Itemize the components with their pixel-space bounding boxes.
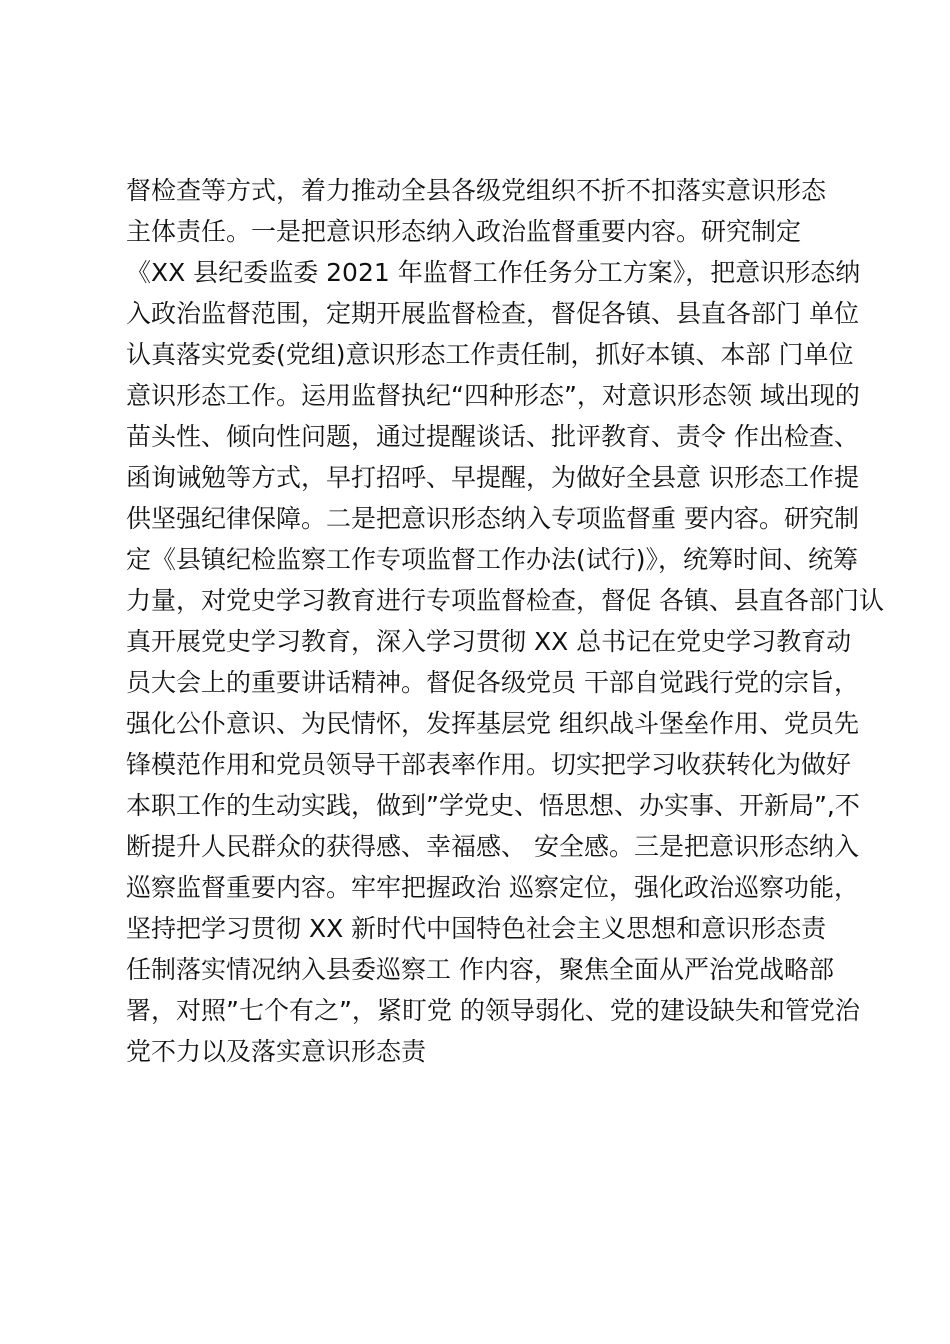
text-line-13: 员大会上的重要讲话精神。督促各级党员 干部自觉践行党的宗旨， [126,668,859,697]
text-line-2: 主体责任。一是把意识形态纳入政治监督重要内容。研究制定 [126,217,802,246]
text-line-5: 认真落实党委(党组)意识形态工作责任制，抓好本镇、本部 门单位 [126,340,854,369]
text-line-6: 意识形态工作。运用监督执纪“四种形态”，对意识形态领 域出现的 [126,381,860,410]
text-line-21: 署，对照”七个有之”，紧盯党 的领导弱化、党的建设缺失和管党治 [126,996,860,1025]
text-line-1: 督检查等方式，着力推动全县各级党组织不折不扣落实意识形态 [126,176,827,205]
text-line-14: 强化公仆意识、为民情怀，发挥基层党 组织战斗堡垒作用、党员先 [126,709,859,738]
text-line-16: 本职工作的生动实践，做到”学党史、悟思想、办实事、开新局”,不 [126,791,860,820]
text-line-20: 任制落实情况纳入县委巡察工 作内容，聚焦全面从严治党战略部 [126,955,834,984]
text-line-19: 坚持把学习贯彻 XX 新时代中国特色社会主义思想和意识形态责 [126,914,827,943]
text-line-7: 苗头性、倾向性问题，通过提醒谈话、批评教育、责令 作出检查、 [126,422,859,451]
text-line-11: 力量，对党史学习教育进行专项监督检查，督促 各镇、县直各部门认 [126,586,884,615]
text-line-4: 入政治监督范围，定期开展监督检查，督促各镇、县直各部门 单位 [126,299,859,328]
text-line-17: 断提升人民群众的获得感、幸福感、 安全感。三是把意识形态纳入 [126,832,859,861]
text-line-15: 锋模范作用和党员领导干部表率作用。切实把学习收获转化为做好 [126,750,852,779]
text-line-12: 真开展党史学习教育，深入学习贯彻 XX 总书记在党史学习教育动 [126,627,852,656]
body-paragraph [126,170,884,1072]
text-line-8: 函询诫勉等方式，早打招呼、早提醒，为做好全县意 识形态工作提 [126,463,859,492]
text-line-18: 巡察监督重要内容。牢牢把握政治 巡察定位，强化政治巡察功能， [126,873,859,902]
text-line-3: 《XX 县纪委监委 2021 年监督工作任务分工方案》，把意识形态纳 [126,258,861,287]
text-line-9: 供坚强纪律保障。二是把意识形态纳入专项监督重 要内容。研究制 [126,504,859,533]
text-line-10: 定《县镇纪检监察工作专项监督工作办法(试行)》，统筹时间、统筹 [126,545,859,574]
text-line-22: 党不力以及落实意识形态责 [126,1037,427,1066]
